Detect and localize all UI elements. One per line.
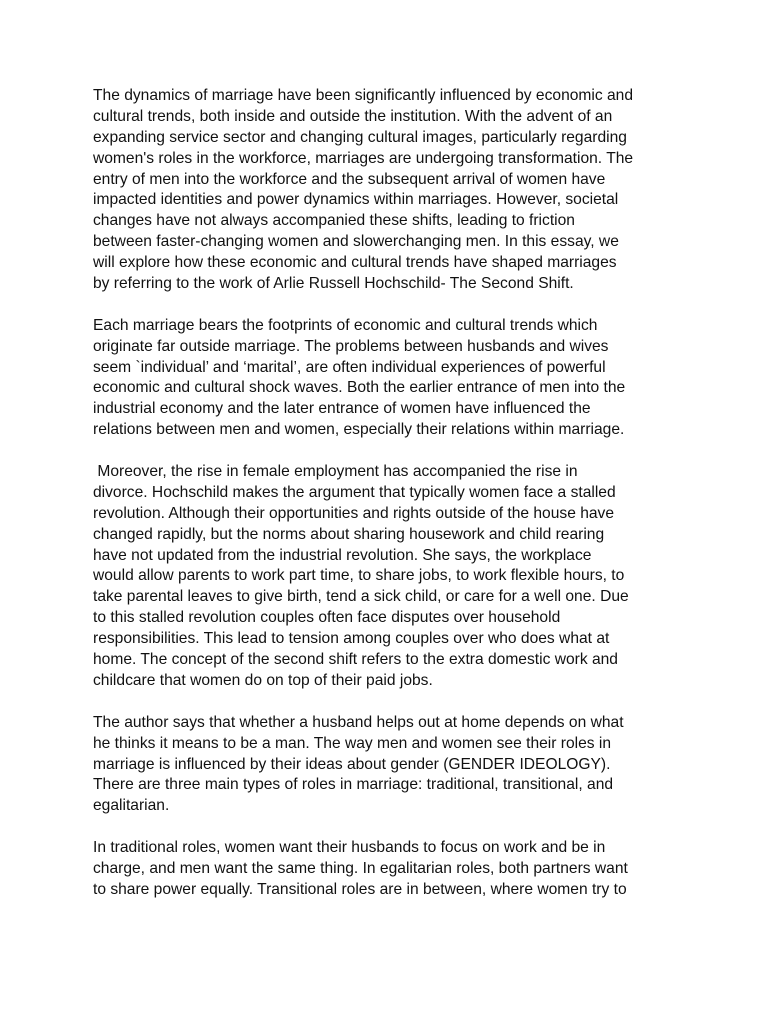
paragraph-5 xyxy=(93,838,693,901)
paragraph-gap xyxy=(93,441,693,462)
text-line: take parental leaves to give birth, tend a sick child, or care for a well one. Due xyxy=(93,588,629,606)
text-line: Moreover, the rise in female employment has accompanied the rise in xyxy=(93,463,578,481)
text-line: egalitarian. xyxy=(93,797,170,815)
text-line: There are three main types of roles in marriage: traditional, transitional, and xyxy=(93,776,614,794)
paragraph-4 xyxy=(93,713,693,817)
text-line: responsibilities. This lead to tension among couples over who does what at xyxy=(93,630,610,648)
text-line: The author says that whether a husband helps out at home depends on what xyxy=(93,713,624,731)
text-line: economic and cultural shock waves. Both the earlier entrance of men into the xyxy=(93,379,626,397)
paragraph-gap xyxy=(93,295,693,316)
text-line: In traditional roles, women want their husbands to focus on work and be in xyxy=(93,839,606,857)
text-line: to share power equally. Transitional roles are in between, where women try to xyxy=(93,880,627,898)
text-line: women's roles in the workforce, marriages are undergoing transformation. The xyxy=(93,149,634,167)
text-line: to this stalled revolution couples often face disputes over household xyxy=(93,609,561,627)
text-line: revolution. Although their opportunities and rights outside of the house have xyxy=(93,504,615,522)
document-body xyxy=(93,86,693,901)
text-line: he thinks it means to be a man. The way men and women see their roles in xyxy=(93,734,612,752)
text-line: would allow parents to work part time, to share jobs, to work flexible hours, to xyxy=(93,567,625,585)
text-line: have not updated from the industrial revolution. She says, the workplace xyxy=(93,546,592,564)
text-line: entry of men into the workforce and the subsequent arrival of women have xyxy=(93,170,606,188)
text-line: home. The concept of the second shift refers to the extra domestic work and xyxy=(93,651,618,669)
text-line: relations between men and women, especially their relations within marriage. xyxy=(93,421,625,439)
text-line: seem `individual’ and ‘marital’, are often individual experiences of powerful xyxy=(93,358,606,376)
text-line: childcare that women do on top of their paid jobs. xyxy=(93,671,433,689)
paragraph-1 xyxy=(93,86,693,295)
text-line: changed rapidly, but the norms about sharing housework and child rearing xyxy=(93,525,605,543)
text-line: divorce. Hochschild makes the argument that typically women face a stalled xyxy=(93,483,616,501)
paragraph-gap xyxy=(93,817,693,838)
text-line: charge, and men want the same thing. In egalitarian roles, both partners want xyxy=(93,859,628,877)
text-line: Each marriage bears the footprints of economic and cultural trends which xyxy=(93,316,598,334)
text-line: will explore how these economic and cultural trends have shaped marriages xyxy=(93,254,617,272)
text-line: The dynamics of marriage have been significantly influenced by economic and xyxy=(93,87,634,104)
text-line: industrial economy and the later entrance of women have influenced the xyxy=(93,400,591,418)
paragraph-2 xyxy=(93,316,693,441)
paragraph-3 xyxy=(93,462,693,692)
text-line: between faster-changing women and slowerchanging men. In this essay, we xyxy=(93,233,619,251)
text-line: marriage is influenced by their ideas about gender (GENDER IDEOLOGY). xyxy=(93,755,611,773)
text-line: changes have not always accompanied these shifts, leading to friction xyxy=(93,212,575,230)
text-line: originate far outside marriage. The problems between husbands and wives xyxy=(93,337,609,355)
text-line: cultural trends, both inside and outside the institution. With the advent of an xyxy=(93,107,613,125)
text-line: expanding service sector and changing cultural images, particularly regarding xyxy=(93,128,627,146)
text-line: by referring to the work of Arlie Russell Hochschild- The Second Shift. xyxy=(93,275,574,293)
paragraph-gap xyxy=(93,692,693,713)
text-line: impacted identities and power dynamics within marriages. However, societal xyxy=(93,191,619,209)
